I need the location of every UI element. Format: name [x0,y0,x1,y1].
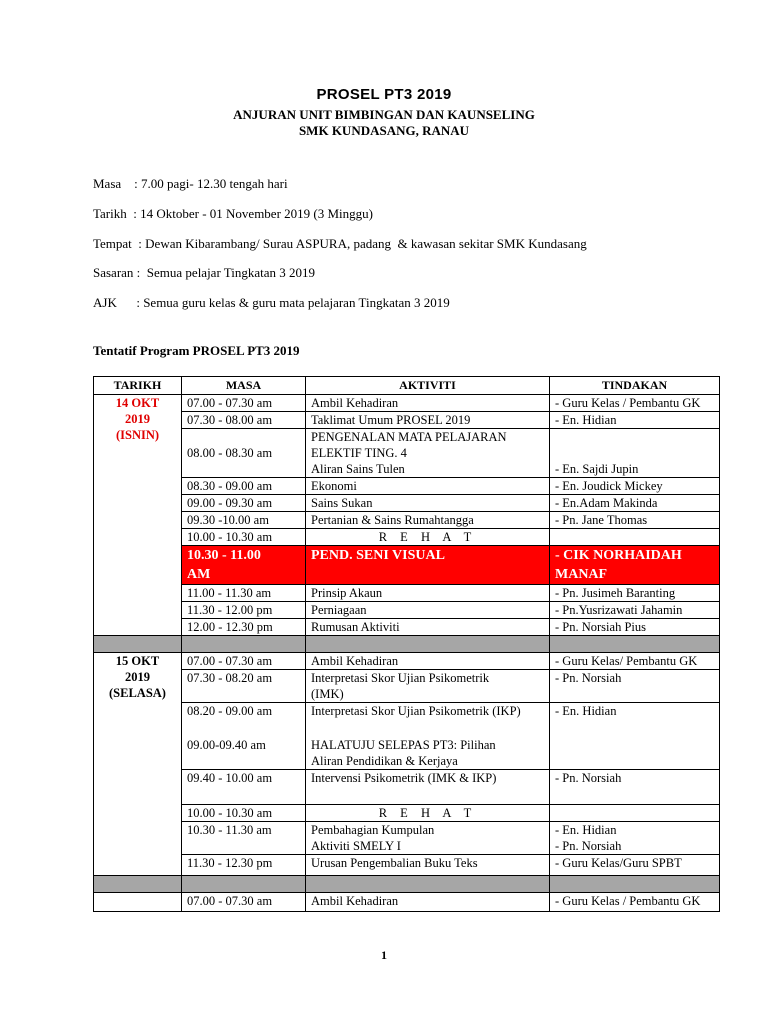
tindakan-cell: - Guru Kelas / Pembantu GK [550,395,720,412]
aktiviti-cell: Ekonomi [306,478,550,495]
masa-line: 08.20 - 09.00 am [187,704,273,718]
aktiviti-cell [306,429,550,478]
masa-cell: 07.00 - 07.30 am [182,653,306,670]
masa-cell: 12.00 - 12.30 pm [182,619,306,636]
tindakan-cell [550,805,720,822]
aktiviti-cell: Rumusan Aktiviti [306,619,550,636]
header-tarikh: TARIKH [94,377,182,395]
aktiviti-line: Interpretasi Skor Ujian Psikometrik (IKP) [311,704,521,718]
tindakan-cell: - Guru Kelas / Pembantu GK [550,893,720,912]
masa-cell: 10.00 - 10.30 am [182,805,306,822]
aktiviti-line: Aktiviti SMELY I [311,839,401,853]
tindakan-cell [550,529,720,546]
rehat-label: R E H A T [306,805,550,822]
tindakan-cell: - Pn. Jane Thomas [550,512,720,529]
masa-cell: 11.00 - 11.30 am [182,585,306,602]
separator-cell [94,636,182,653]
header-masa: MASA [182,377,306,395]
masa-cell: 10.00 - 10.30 am [182,529,306,546]
aktiviti-line: PENGENALAN MATA PELAJARAN [311,430,507,444]
date-cell-day2 [94,653,182,876]
table-row [94,495,720,512]
table-row [94,512,720,529]
masa-cell: 09.00 - 09.30 am [182,495,306,512]
separator-cell [550,636,720,653]
tindakan-cell [550,546,720,585]
tindakan-cell: - Guru Kelas/Guru SPBT [550,855,720,876]
table-row [94,602,720,619]
masa-cell: 07.30 - 08.00 am [182,412,306,429]
masa-line: 09.00-09.40 am [187,738,266,752]
table-row [94,585,720,602]
aktiviti-cell: Sains Sukan [306,495,550,512]
aktiviti-cell: Intervensi Psikometrik (IMK & IKP) [306,770,550,805]
masa-cell: 10.30 - 11.30 am [182,822,306,855]
spacer [311,719,544,737]
date-cell-day1 [94,395,182,636]
masa-cell: 07.00 - 07.30 am [182,893,306,912]
tindakan-cell: - Pn. Norsiah [550,670,720,703]
aktiviti-line: Aliran Sains Tulen [311,462,405,476]
tindakan-cell: - Pn. Norsiah Pius [550,619,720,636]
tindakan-line: - CIK NORHAIDAH [555,548,682,563]
masa-cell: 09.40 - 10.00 am [182,770,306,805]
aktiviti-cell: Ambil Kehadiran [306,653,550,670]
aktiviti-cell: Taklimat Umum PROSEL 2019 [306,412,550,429]
aktiviti-cell: Pertanian & Sains Rumahtangga [306,512,550,529]
masa-line: AM [187,567,211,582]
table-row [94,478,720,495]
aktiviti-cell: Ambil Kehadiran [306,893,550,912]
table-row [94,429,720,478]
page-number: 1 [381,948,387,962]
table-header-row [94,377,720,395]
masa-cell: 11.30 - 12.00 pm [182,602,306,619]
masa-cell [182,546,306,585]
info-sasaran: Sasaran : Semua pelajar Tingkatan 3 2019 [93,265,316,280]
tindakan-line: - En. Hidian [555,823,617,837]
aktiviti-line: ELEKTIF TING. 4 [311,446,407,460]
masa-cell: 08.30 - 09.00 am [182,478,306,495]
aktiviti-cell: Perniagaan [306,602,550,619]
table-row [94,412,720,429]
aktiviti-line: (IMK) [311,687,344,701]
weekday-day2: (SELASA) [109,686,166,700]
tindakan-line: MANAF [555,567,608,582]
separator-cell [94,876,182,893]
schedule-table [93,376,720,912]
organizer-line: ANJURAN UNIT BIMBINGAN DAN KAUNSELING [233,107,535,122]
separator-cell [182,636,306,653]
tindakan-cell: - Pn.Yusrizawati Jahamin [550,602,720,619]
aktiviti-line: Pembahagian Kumpulan [311,823,435,837]
aktiviti-cell [306,670,550,703]
table-row [94,670,720,703]
masa-cell: 07.00 - 07.30 am [182,395,306,412]
table-row [94,653,720,670]
date-cell-day3 [94,893,182,912]
masa-cell: 08.00 - 08.30 am [182,429,306,478]
separator-cell [306,876,550,893]
tindakan-cell: - En.Adam Makinda [550,495,720,512]
aktiviti-line: HALATUJU SELEPAS PT3: Pilihan [311,738,496,752]
tindakan-cell: - Pn. Jusimeh Baranting [550,585,720,602]
info-tempat: Tempat : Dewan Kibarambang/ Surau ASPURA, padang & kawasan sekitar SMK Kundasang [93,236,587,251]
date-day1: 14 OKT [115,396,160,410]
aktiviti-cell: Ambil Kehadiran [306,395,550,412]
date-day2: 15 OKT [115,654,160,668]
day-separator-row [94,876,720,893]
tindakan-cell: - Guru Kelas/ Pembantu GK [550,653,720,670]
section-heading: Tentatif Program PROSEL PT3 2019 [93,343,300,358]
tindakan-cell: - En. Hidian [550,703,720,770]
tindakan-line: - Pn. Norsiah [555,839,622,853]
table-row-break [94,805,720,822]
table-row [94,893,720,912]
masa-cell [182,703,306,770]
year-day1: 2019 [125,412,150,426]
aktiviti-cell: Prinsip Akaun [306,585,550,602]
separator-cell [550,876,720,893]
masa-cell: 09.30 -10.00 am [182,512,306,529]
aktiviti-line: Interpretasi Skor Ujian Psikometrik [311,671,490,685]
info-tarikh: Tarikh : 14 Oktober - 01 November 2019 (3 Minggu) [93,206,373,221]
rehat-label: R E H A T [306,529,550,546]
table-row [94,703,720,770]
info-ajk: AJK : Semua guru kelas & guru mata pelajaran Tingkatan 3 2019 [93,295,450,310]
aktiviti-cell [306,822,550,855]
tindakan-cell: - En. Joudick Mickey [550,478,720,495]
masa-cell: 11.30 - 12.30 pm [182,855,306,876]
page-title: PROSEL PT3 2019 [316,86,452,103]
table-row-break [94,529,720,546]
table-row [94,619,720,636]
weekday-day1: (ISNIN) [115,428,160,442]
aktiviti-line: Aliran Pendidikan & Kerjaya [311,754,458,768]
table-row [94,855,720,876]
day-separator-row [94,636,720,653]
tindakan-cell: - Pn. Norsiah [550,770,720,805]
header-aktiviti: AKTIVITI [306,377,550,395]
aktiviti-cell [306,703,550,770]
table-row [94,822,720,855]
masa-line: 10.30 - 11.00 [187,548,261,563]
separator-cell [306,636,550,653]
aktiviti-cell: PEND. SENI VISUAL [306,546,550,585]
tindakan-cell: - En. Sajdi Jupin [550,429,720,478]
highlighted-row [94,546,720,585]
year-day2: 2019 [125,670,150,684]
masa-cell: 07.30 - 08.20 am [182,670,306,703]
aktiviti-cell: Urusan Pengembalian Buku Teks [306,855,550,876]
school-line: SMK KUNDASANG, RANAU [298,123,470,138]
spacer [187,719,300,737]
tindakan-cell: - En. Hidian [550,412,720,429]
separator-cell [182,876,306,893]
header-tindakan: TINDAKAN [550,377,720,395]
table-row [94,770,720,805]
table-row [94,395,720,412]
info-masa: Masa : 7.00 pagi- 12.30 tengah hari [93,176,288,191]
tindakan-cell [550,822,720,855]
